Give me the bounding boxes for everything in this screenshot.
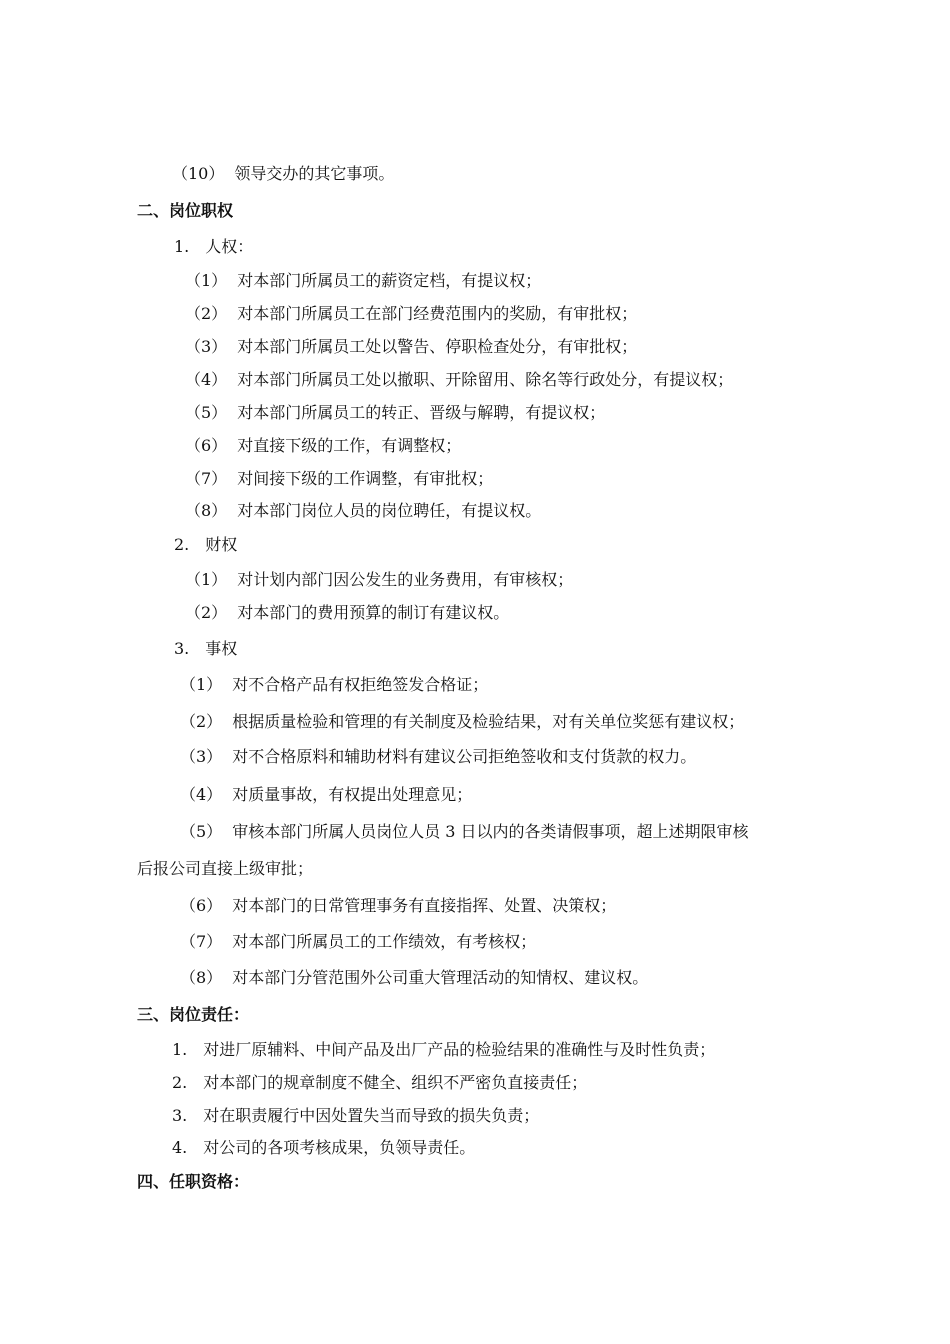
item-text: 对本部门所属员工处以警告、停职检查处分，有审批权；: [237, 337, 638, 356]
item-text: 对不合格原料和辅助材料有建议公司拒绝签收和支付货款的权力。: [232, 747, 697, 766]
item-text: 对在职责履行中因处置失当而导致的损失负责；: [203, 1106, 540, 1125]
item-number: （1）: [180, 675, 223, 694]
item-text: 对公司的各项考核成果，负领导责任。: [203, 1138, 476, 1157]
item-text: 对质量事故，有权提出处理意见；: [232, 785, 473, 804]
item-text: 领导交办的其它事项。: [234, 164, 395, 183]
item-text: 对本部门所属员工的工作绩效，有考核权；: [232, 932, 537, 951]
item-number: （8）: [180, 968, 223, 987]
item-text: 对本部门的日常管理事务有直接指挥、处置、决策权；: [232, 896, 617, 915]
item-text: 对本部门的规章制度不健全、组织不严密负直接责任；: [203, 1073, 588, 1092]
list-item: [180, 931, 536, 953]
item-text: 对本部门所属员工的转正、晋级与解聘，有提议权；: [237, 403, 606, 422]
item-number: （1）: [185, 570, 228, 589]
item-text: 对本部门所属员工在部门经费范围内的奖励，有审批权；: [237, 304, 638, 323]
list-item: [180, 821, 749, 843]
item-text: 对本部门所属员工的薪资定档，有提议权；: [237, 271, 542, 290]
item-number: （2）: [185, 304, 228, 323]
list-item: [185, 303, 637, 325]
section-heading-4: 四、任职资格：: [137, 1172, 250, 1191]
sub-number: 1.: [174, 237, 190, 256]
section-heading-3: 三、岗位责任：: [137, 1005, 250, 1024]
sub-title: 财权: [205, 535, 238, 554]
item-number: （10）: [172, 164, 225, 183]
item-number: （7）: [180, 932, 223, 951]
list-item: [172, 163, 394, 185]
list-item-continuation: 后报公司直接上级审批；: [137, 859, 314, 878]
item-number: （5）: [180, 822, 223, 841]
list-item: [172, 1039, 715, 1061]
item-number: （3）: [185, 337, 228, 356]
sub-title: 人权：: [205, 237, 254, 256]
sub-title: 事权: [205, 639, 238, 658]
list-item: [185, 402, 605, 424]
item-number: （6）: [185, 436, 228, 455]
list-item: [185, 435, 461, 457]
list-item: [180, 895, 616, 917]
sub-heading-rights-affairs: [174, 638, 237, 660]
list-item: [185, 569, 573, 591]
item-text: 对计划内部门因公发生的业务费用，有审核权；: [237, 570, 574, 589]
list-item: [185, 369, 733, 391]
sub-number: 2.: [174, 535, 190, 554]
item-text: 对本部门的费用预算的制订有建议权。: [237, 603, 510, 622]
sub-heading-rights-finance: [174, 534, 237, 556]
list-item: [172, 1137, 475, 1159]
item-number: （1）: [185, 271, 228, 290]
item-number: （2）: [180, 712, 223, 731]
item-number: 3.: [172, 1106, 188, 1125]
list-item: [185, 336, 637, 358]
item-text: 审核本部门所属人员岗位人员 3 日以内的各类请假事项，超上述期限审核: [232, 822, 749, 841]
item-number: （2）: [185, 603, 228, 622]
list-item: [172, 1072, 587, 1094]
item-number: （5）: [185, 403, 228, 422]
item-number: 1.: [172, 1040, 188, 1059]
item-text: 对间接下级的工作调整，有审批权；: [237, 469, 494, 488]
item-number: （6）: [180, 896, 223, 915]
item-text: 对本部门岗位人员的岗位聘任，有提议权。: [237, 501, 542, 520]
list-item: [180, 746, 696, 768]
list-item: [185, 602, 509, 624]
item-number: 2.: [172, 1073, 188, 1092]
list-item: [180, 967, 648, 989]
sub-heading-rights-people: [174, 236, 253, 258]
list-item: [185, 468, 493, 490]
list-item: [172, 1105, 539, 1127]
list-item: [180, 784, 472, 806]
sub-number: 3.: [174, 639, 190, 658]
item-number: （3）: [180, 747, 223, 766]
item-number: （7）: [185, 469, 228, 488]
list-item: [180, 711, 744, 733]
list-item: [180, 674, 488, 696]
list-item: [185, 270, 541, 292]
item-text: 根据质量检验和管理的有关制度及检验结果，对有关单位奖惩有建议权；: [232, 712, 745, 731]
item-number: （8）: [185, 501, 228, 520]
item-number: （4）: [185, 370, 228, 389]
item-text: 对本部门分管范围外公司重大管理活动的知情权、建议权。: [232, 968, 649, 987]
item-number: （4）: [180, 785, 223, 804]
list-item: [185, 500, 541, 522]
item-text: 对不合格产品有权拒绝签发合格证；: [232, 675, 489, 694]
item-number: 4.: [172, 1138, 188, 1157]
section-heading-2: 二、岗位职权: [137, 201, 234, 220]
item-text: 对本部门所属员工处以撤职、开除留用、除名等行政处分，有提议权；: [237, 370, 734, 389]
item-text: 对直接下级的工作，有调整权；: [237, 436, 462, 455]
item-text: 对进厂原辅料、中间产品及出厂产品的检验结果的准确性与及时性负责；: [203, 1040, 716, 1059]
